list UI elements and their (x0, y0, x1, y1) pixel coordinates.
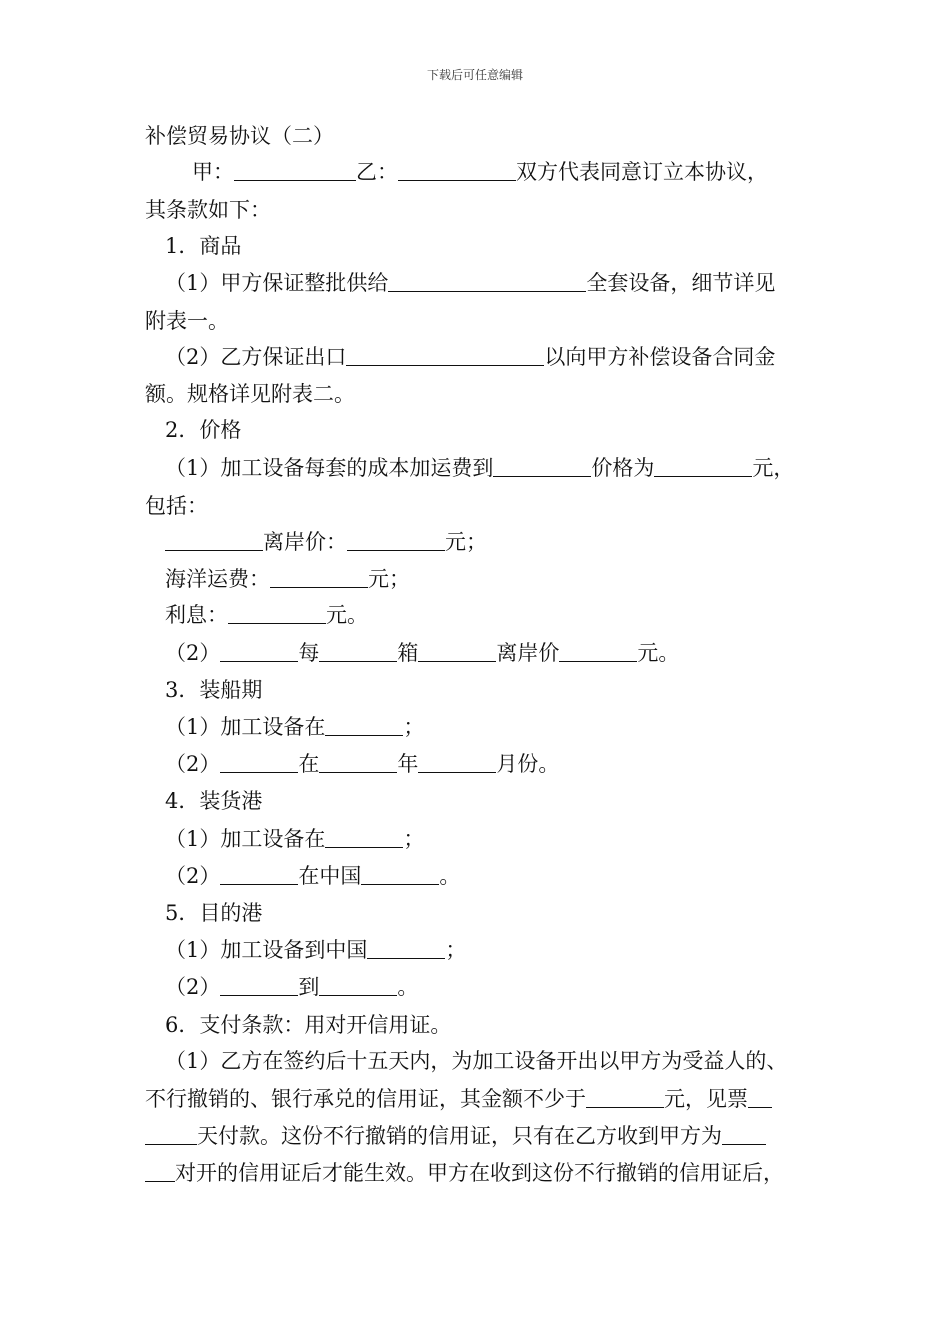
s5-p1-text: （1）加工设备到中国 (165, 938, 368, 962)
s6-l2-text-2: 元，见票 (664, 1087, 748, 1111)
freight-label: 海洋运费： (165, 567, 270, 591)
s4-p1-line (165, 827, 424, 851)
s6-l2-text: 不行撤销的、银行承兑的信用证，其金额不少于 (145, 1087, 586, 1111)
shipment-time-blank[interactable] (325, 717, 403, 736)
interest-amount-blank[interactable] (228, 605, 326, 624)
equipment-blank[interactable] (388, 273, 586, 292)
sight-days-blank-a[interactable] (748, 1089, 772, 1108)
s6-l2 (145, 1087, 772, 1111)
s2-p1-text-2: 价格为 (591, 456, 655, 480)
s2-p2-text-2: 每 (298, 641, 320, 665)
china-port-blank[interactable] (361, 866, 439, 885)
lc-amount-blank[interactable] (586, 1089, 664, 1108)
party-a-blank[interactable] (234, 162, 356, 181)
s3-p2-text-2: 在 (298, 752, 320, 776)
price-blank[interactable] (654, 458, 752, 477)
quantity-blank[interactable] (319, 643, 397, 662)
s5-p2-line (165, 975, 418, 999)
s3-p2-text-3: 年 (397, 752, 419, 776)
party-b-label: 乙： (356, 160, 398, 184)
export-goods-blank[interactable] (346, 347, 544, 366)
s2-p1-line (165, 456, 794, 480)
interest-label: 利息： (165, 603, 228, 627)
sight-days-blank-b[interactable] (145, 1126, 197, 1145)
section-2-title: 2．价格 (165, 418, 242, 442)
s2-p2-text-3: 箱 (397, 641, 419, 665)
s2-p2-text-5: 元。 (637, 641, 680, 665)
counter-lc-blank-b[interactable] (145, 1163, 175, 1182)
goods-blank-2[interactable] (220, 866, 298, 885)
parties-line (192, 160, 768, 184)
counter-lc-blank-a[interactable] (722, 1126, 766, 1145)
document-title: 补偿贸易协议（二） (145, 124, 334, 148)
freight-unit: 元； (368, 567, 410, 591)
s1-p1-line (165, 271, 775, 295)
s6-l1: （1）乙方在签约后十五天内，为加工设备开出以甲方为受益人的、 (165, 1049, 788, 1073)
product-blank[interactable] (220, 643, 298, 662)
s3-p2-text-4: 月份。 (496, 752, 560, 776)
s3-p1-text: （1）加工设备在 (165, 715, 326, 739)
s2-p2-line (165, 641, 679, 665)
s5-p1-text-2: ； (445, 938, 467, 962)
s1-p1-cont: 附表一。 (145, 309, 229, 333)
section-6-title: 6．支付条款：用对开信用证。 (165, 1013, 452, 1037)
s2-p1-text-3: 元， (752, 456, 795, 480)
s1-p1-text-2: 全套设备，细节详见 (586, 271, 776, 295)
goods-blank[interactable] (220, 754, 298, 773)
fob-line (165, 530, 487, 554)
s5-p2-text: （2） (165, 975, 221, 999)
fob-port-blank[interactable] (165, 532, 263, 551)
s5-p2-text-2: 到 (298, 975, 320, 999)
destination-blank-2[interactable] (319, 977, 397, 996)
s2-p1-text: （1）加工设备每套的成本加运费到 (165, 456, 494, 480)
destination-port-blank[interactable] (367, 940, 445, 959)
s1-p2-cont: 额。规格详见附表二。 (145, 382, 355, 406)
intro-line: 其条款如下： (145, 198, 271, 222)
s4-p1-text-2: ； (403, 827, 425, 851)
s6-l3-text: 天付款。这份不行撤销的信用证，只有在乙方收到甲方为 (197, 1124, 722, 1148)
destination-blank[interactable] (493, 458, 591, 477)
s4-p2-text-3: 。 (439, 864, 461, 888)
freight-line (165, 567, 410, 591)
s3-p2-text: （2） (165, 752, 221, 776)
party-b-blank[interactable] (398, 162, 516, 181)
fob-port-blank-2[interactable] (418, 643, 496, 662)
fob-price-blank[interactable] (559, 643, 637, 662)
freight-amount-blank[interactable] (270, 569, 368, 588)
s3-p2-line (165, 752, 559, 776)
party-a-label: 甲： (192, 160, 234, 184)
parties-tail: 双方代表同意订立本协议， (516, 160, 768, 184)
s4-p2-line (165, 864, 460, 888)
interest-line (165, 603, 368, 627)
fob-amount-blank[interactable] (347, 532, 445, 551)
section-5-title: 5．目的港 (165, 901, 263, 925)
s4-p1-text: （1）加工设备在 (165, 827, 326, 851)
s1-p2-line (165, 345, 775, 369)
s5-p2-text-3: 。 (397, 975, 419, 999)
goods-blank-3[interactable] (220, 977, 298, 996)
section-1-title: 1．商品 (165, 234, 242, 258)
section-3-title: 3．装船期 (165, 678, 263, 702)
month-blank[interactable] (418, 754, 496, 773)
s1-p2-text: （2）乙方保证出口 (165, 345, 347, 369)
s2-p1-cont: 包括： (145, 494, 208, 518)
s4-p2-text-2: 在中国 (298, 864, 362, 888)
section-4-title: 4．装货港 (165, 789, 263, 813)
fob-unit: 元； (445, 530, 487, 554)
s6-l4 (145, 1161, 784, 1185)
s6-l3 (145, 1124, 766, 1148)
s3-p1-text-2: ； (403, 715, 425, 739)
s1-p1-text: （1）甲方保证整批供给 (165, 271, 389, 295)
s2-p2-text-4: 离岸价 (496, 641, 560, 665)
interest-unit: 元。 (326, 603, 368, 627)
loading-port-blank[interactable] (325, 829, 403, 848)
page-header-note: 下载后可任意编辑 (426, 68, 523, 82)
s4-p2-text: （2） (165, 864, 221, 888)
s6-l4-text: 对开的信用证后才能生效。甲方在收到这份不行撤销的信用证后， (175, 1161, 784, 1185)
s3-p1-line (165, 715, 424, 739)
year-blank[interactable] (319, 754, 397, 773)
fob-label: 离岸价： (263, 530, 347, 554)
s1-p2-text-2: 以向甲方补偿设备合同金 (544, 345, 776, 369)
s5-p1-line (165, 938, 466, 962)
s2-p2-text: （2） (165, 641, 221, 665)
